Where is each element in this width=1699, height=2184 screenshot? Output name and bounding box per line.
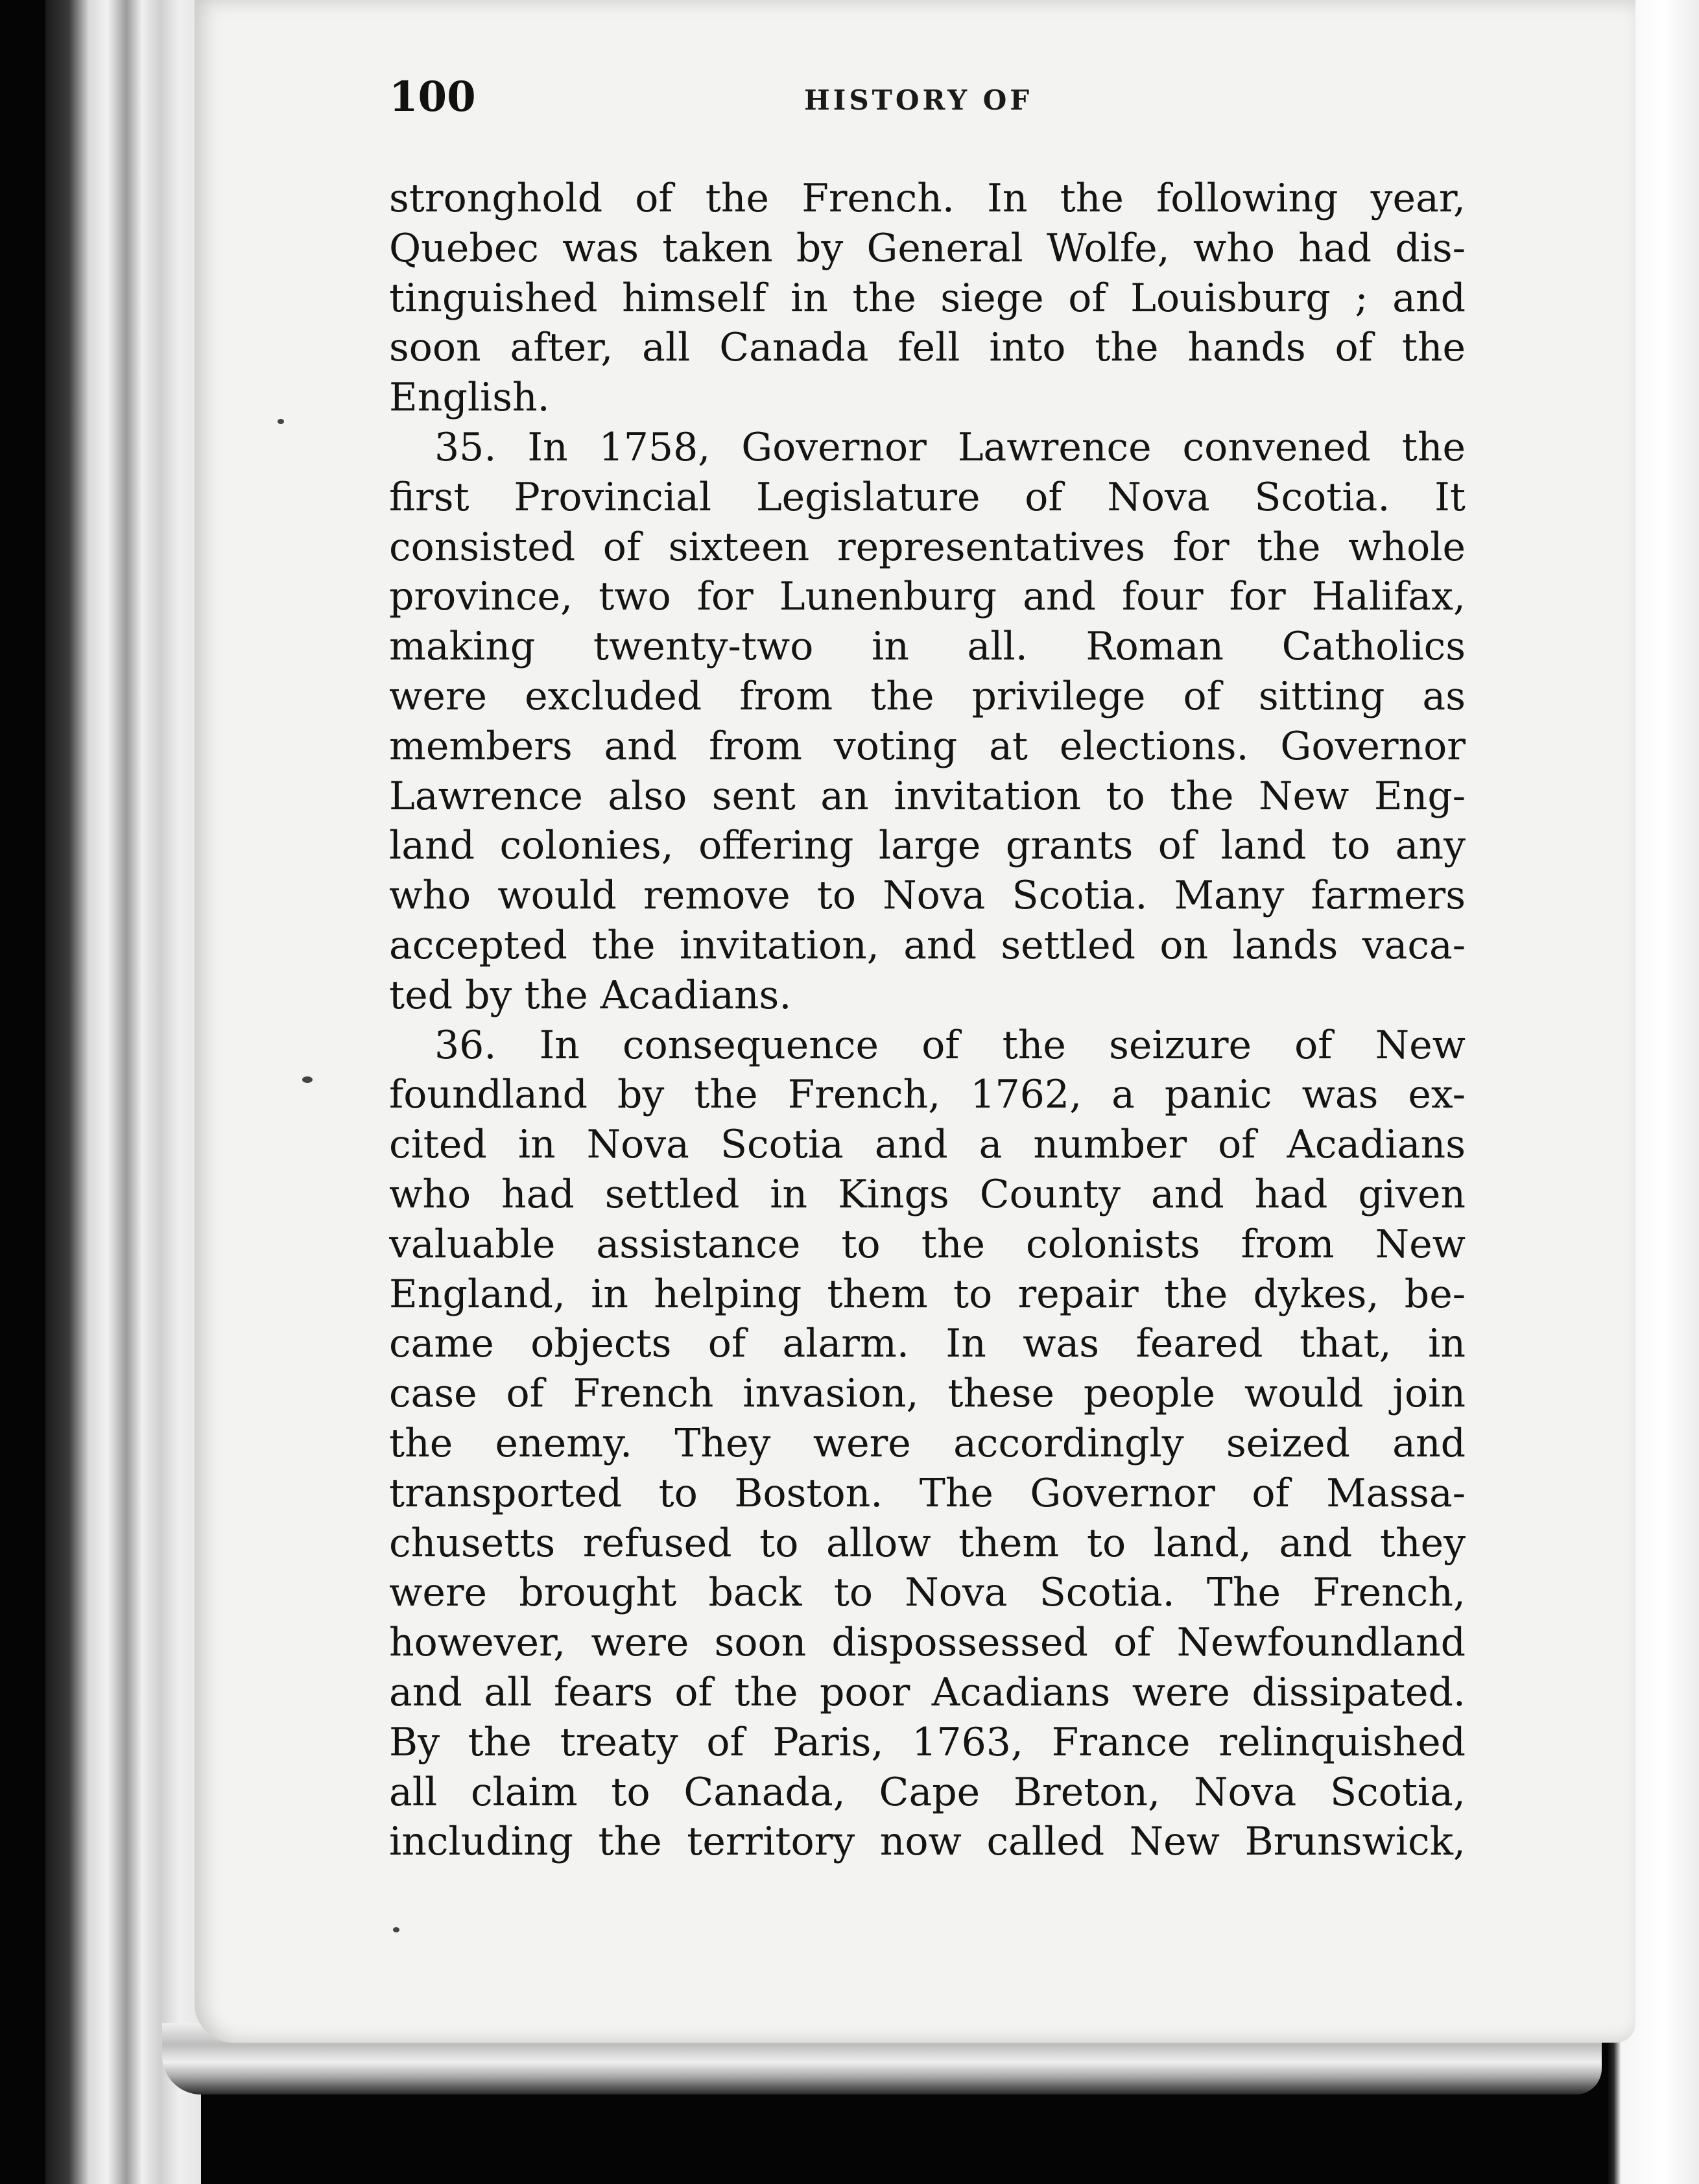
body-text — [389, 174, 1466, 1867]
text-line: including the territory now called New Brunswick, — [389, 1819, 1466, 1865]
text-line: England, in helping them to repair the dykes, be- — [389, 1271, 1466, 1317]
scan-speck — [302, 1076, 313, 1083]
text-line: first Provincial Legislature of Nova Scotia. It — [389, 474, 1466, 520]
text-line: were excluded from the privilege of sitting as — [389, 673, 1466, 719]
text-line: stronghold of the French. In the following year, — [389, 176, 1466, 221]
text-line: members and from voting at elections. Governor — [389, 723, 1466, 769]
text-line: valuable assistance to the colonists from New — [389, 1221, 1466, 1267]
text-line: however, were soon dispossessed of Newfoundland — [389, 1620, 1466, 1666]
page-number: 100 — [389, 73, 476, 121]
text-line: tinguished himself in the siege of Louisburg ; and — [389, 275, 1466, 321]
text-line: ted by the Acadians. — [389, 972, 792, 1018]
text-line: who would remove to Nova Scotia. Many farmers — [389, 873, 1466, 919]
text-line: foundland by the French, 1762, a panic was ex- — [389, 1072, 1466, 1118]
scan-speck — [393, 1927, 399, 1932]
text-line: consisted of sixteen representatives for the whole — [389, 524, 1466, 570]
text-line: province, two for Lunenburg and four for Halifax, — [389, 574, 1466, 620]
text-line: land colonies, offering large grants of land to any — [389, 823, 1466, 869]
text-line: came objects of alarm. In was feared that, in — [389, 1321, 1466, 1367]
page-header — [389, 73, 1440, 137]
text-line: By the treaty of Paris, 1763, France relinquished — [389, 1719, 1466, 1765]
text-line: 36. In consequence of the seizure of New — [434, 1022, 1466, 1068]
text-line: who had settled in Kings County and had given — [389, 1171, 1466, 1217]
text-line: all claim to Canada, Cape Breton, Nova Scotia, — [389, 1769, 1466, 1815]
text-line: 35. In 1758, Governor Lawrence convened the — [434, 424, 1466, 470]
text-line: cited in Nova Scotia and a number of Acadians — [389, 1122, 1466, 1168]
text-line: Lawrence also sent an invitation to the New Eng- — [389, 773, 1466, 819]
text-line: case of French invasion, these people would join — [389, 1371, 1466, 1417]
text-line: chusetts refused to allow them to land, and they — [389, 1520, 1466, 1566]
text-line: making twenty-two in all. Roman Catholics — [389, 624, 1466, 670]
text-line: soon after, all Canada fell into the hands of the — [389, 325, 1466, 371]
text-line: and all fears of the poor Acadians were dissipated. — [389, 1669, 1466, 1715]
text-line: accepted the invitation, and settled on lands vaca- — [389, 922, 1466, 968]
text-line: were brought back to Nova Scotia. The French, — [389, 1570, 1466, 1616]
text-line: Quebec was taken by General Wolfe, who had dis- — [389, 225, 1466, 271]
text-line: the enemy. They were accordingly seized and — [389, 1420, 1466, 1466]
book-page-edges — [45, 0, 201, 2184]
running-head: HISTORY OF — [804, 84, 1033, 116]
text-line: transported to Boston. The Governor of Massa- — [389, 1470, 1466, 1516]
text-line: English. — [389, 375, 550, 421]
scan-speck — [278, 419, 284, 424]
